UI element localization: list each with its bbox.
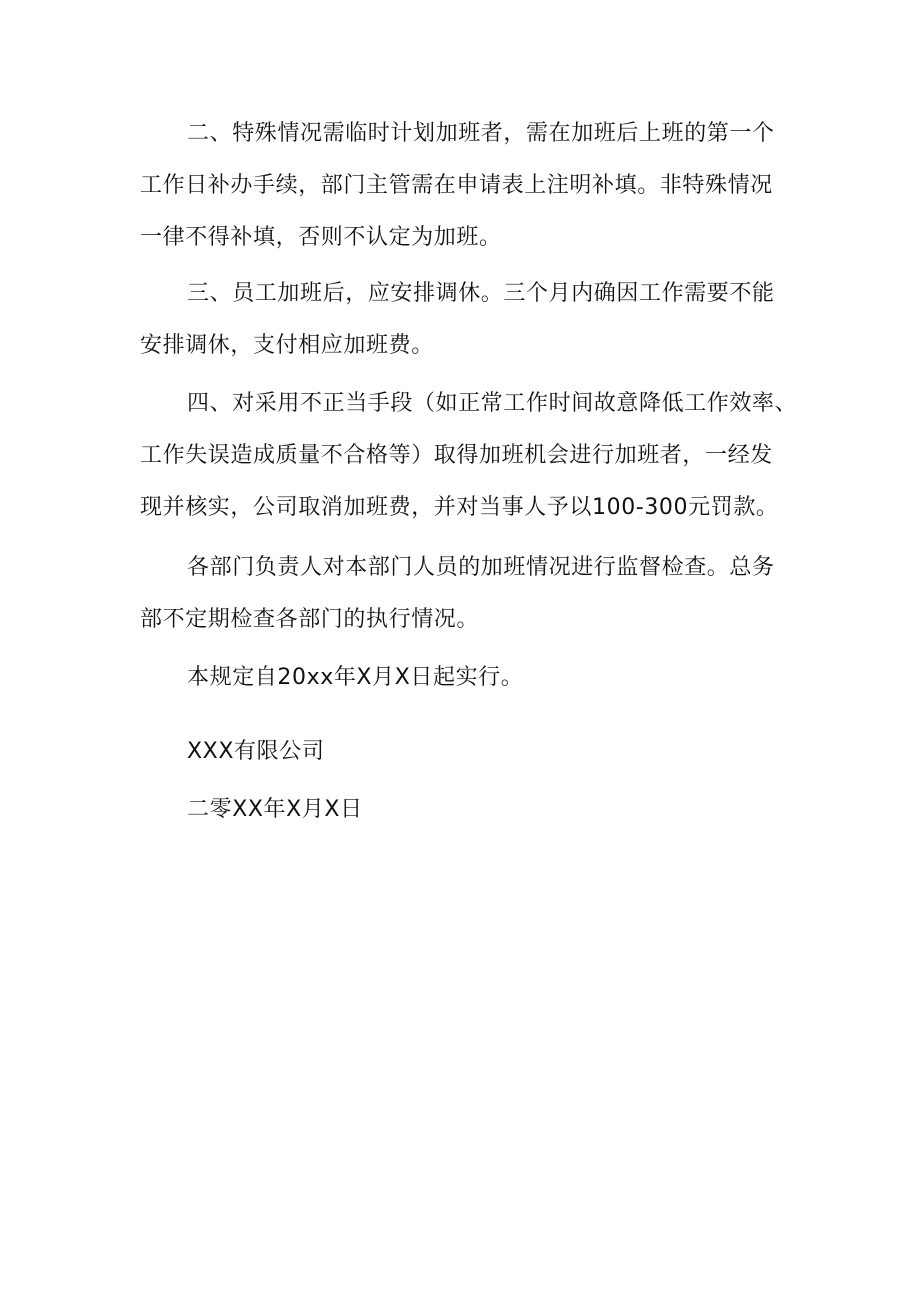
clause-2-line-3: 一律不得补填，否则不认定为加班。 <box>140 225 502 250</box>
signature-company <box>140 726 805 778</box>
clause-4-line-2: 工作失误造成质量不合格等）取得加班机会进行加班者，一经发 <box>140 443 773 468</box>
clause-4-paragraph <box>140 378 805 534</box>
effective-date-paragraph <box>140 652 805 704</box>
clause-3-paragraph <box>140 268 805 372</box>
clause-4-line-3: 现并核实，公司取消加班费，并对当事人予以100-300元罚款。 <box>140 495 779 520</box>
effective-date-line: 本规定自20xx年X月X日起实行。 <box>187 665 524 690</box>
supervision-line-2: 部不定期检查各部门的执行情况。 <box>140 607 480 632</box>
supervision-line-1: 各部门负责人对本部门人员的加班情况进行监督检查。总务 <box>187 555 775 580</box>
clause-2-paragraph <box>140 108 805 264</box>
clause-3-line-2: 安排调休，支付相应加班费。 <box>140 333 434 358</box>
issue-date: 二零XX年X月X日 <box>187 797 363 822</box>
clause-2-line-2: 工作日补办手续，部门主管需在申请表上注明补填。非特殊情况 <box>140 173 773 198</box>
clause-4-line-1: 四、对采用不正当手段（如正常工作时间故意降低工作效率、 <box>187 391 798 416</box>
clause-3-line-1: 三、员工加班后，应安排调休。三个月内确因工作需要不能 <box>187 281 775 306</box>
clause-2-line-1: 二、特殊情况需临时计划加班者，需在加班后上班的第一个 <box>187 121 775 146</box>
supervision-paragraph <box>140 542 805 646</box>
company-name: XXX有限公司 <box>187 739 325 764</box>
signature-date <box>140 784 805 836</box>
